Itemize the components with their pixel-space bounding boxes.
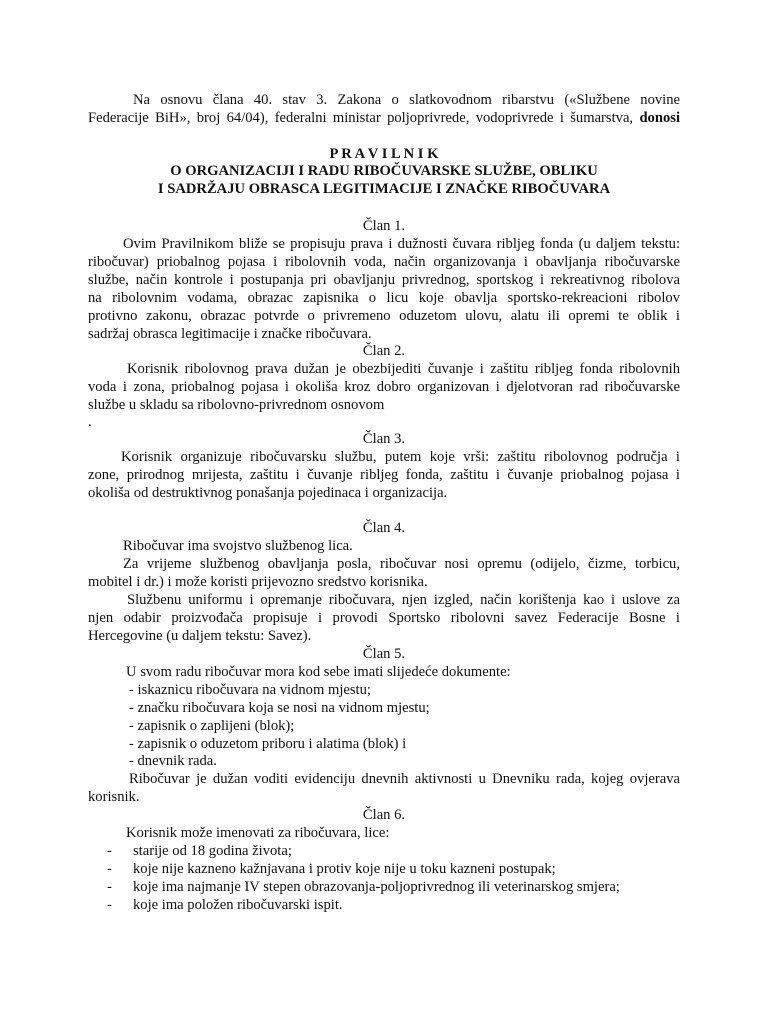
- clan-4-line: mobitel i dr.) i može koristi prijevozno sredstvo korisnika.: [88, 574, 428, 590]
- clan-2-line: službe u skladu sa ribolovno-privrednom osnovom: [88, 397, 385, 413]
- clan-6-item: koje ima položen ribočuvarski ispit.: [133, 897, 343, 913]
- clan-1-heading: Član 1.: [362, 218, 406, 234]
- clan-2-line: voda i zona, priobalnog pojasa i okoliša kroz dobro organizovan i djelotvoran rad ribočuvarske: [88, 379, 680, 395]
- clan-3-line: okoliša od destruktivnog ponašanja pojedinaca i organizacija.: [88, 485, 448, 501]
- clan-6-heading: Član 6.: [362, 807, 406, 823]
- clan-6-dash: -: [107, 897, 112, 913]
- clan-5-closing: Ribočuvar je dužan voditi evidenciju dnevnih aktivnosti u Dnevniku rada, kojeg ovjerava: [129, 771, 680, 787]
- intro-line-2: [88, 110, 680, 128]
- clan-4-heading: Član 4.: [362, 520, 406, 536]
- clan-1-line: protivno zakonu, obrazac potvrde o privremeno oduzetom ulovu, alatu ili opremi te oblik i: [88, 308, 680, 324]
- clan-6-item: koje nije kazneno kažnjavana i protiv koje nije u toku kazneni postupak;: [133, 861, 556, 877]
- clan-3-heading: Član 3.: [362, 431, 406, 447]
- clan-6-dash: -: [107, 861, 112, 877]
- clan-3-line: Korisnik organizuje ribočuvarsku službu, putem koje vrši: zaštitu ribolovnog područja i: [121, 449, 680, 465]
- stray-dot: .: [88, 414, 92, 430]
- clan-6-dash: -: [107, 843, 112, 859]
- clan-4-line: Hercegovine (u daljem tekstu: Savez).: [88, 628, 312, 644]
- clan-5-closing: korisnik.: [88, 789, 140, 805]
- title-line-3: I SADRŽAJU OBRASCA LEGITIMACIJE I ZNAČKE RIBOČUVARA: [157, 181, 611, 197]
- clan-5-heading: Član 5.: [362, 646, 406, 662]
- clan-6-item: starije od 18 godina života;: [133, 843, 292, 859]
- clan-5-item: - dnevnik rada.: [129, 753, 217, 769]
- intro-text: Federacije BiH», broj 64/04), federalni ministar poljoprivrede, vodoprivrede i šumarstva,: [88, 110, 634, 126]
- donosi-word: donosi: [639, 110, 680, 126]
- clan-1-line: Ovim Pravilnikom bliže se propisuju prava i dužnosti čuvara ribljeg fonda (u daljem tekstu:: [123, 236, 680, 252]
- clan-5-intro: U svom radu ribočuvar mora kod sebe imati slijedeće dokumente:: [126, 664, 511, 680]
- clan-6-intro: Korisnik može imenovati za ribočuvara, lice:: [126, 825, 390, 841]
- clan-4-line: Ribočuvar ima svojstvo službenog lica.: [123, 538, 353, 554]
- clan-5-item: - zapisnik o zaplijeni (blok);: [129, 718, 295, 734]
- clan-6-item: koje ima najmanje IV stepen obrazovanja-poljoprivrednog ili veterinarskog smjera;: [133, 879, 620, 895]
- clan-1-line: na ribolovnim vodama, obrazac zapisnika o licu koje obavlja sportsko-rekreacioni ribolov: [88, 290, 680, 306]
- title-pravilnik: P R A V I L N I K: [329, 146, 439, 162]
- clan-1-line: sadržaj obrasca legitimacije i značke ribočuvara.: [88, 326, 372, 342]
- clan-4-line: Službenu uniformu i opremanje ribočuvara, njen izgled, način korištenja kao i uslove za: [127, 592, 680, 608]
- clan-1-line: ribočuvar) priobalnog pojasa i ribolovnih voda, način organizovanja i obavljanja ribočuvarske: [88, 254, 680, 270]
- clan-2-heading: Član 2.: [362, 343, 406, 359]
- clan-6-dash: -: [107, 879, 112, 895]
- intro-line-1: Na osnovu člana 40. stav 3. Zakona o slatkovodnom ribarstvu («Službene novine: [133, 92, 680, 108]
- clan-5-item: - iskaznicu ribočuvara na vidnom mjestu;: [129, 682, 371, 698]
- clan-4-line: njen odabir proizvođača propisuje i provodi Sportsko ribolovni savez Federacije Bosne i: [88, 610, 680, 626]
- clan-4-line: Za vrijeme službenog obavljanja posla, ribočuvar nosi opremu (odijelo, čizme, torbicu,: [123, 556, 680, 572]
- clan-5-item: - značku ribočuvara koja se nosi na vidnom mjestu;: [129, 700, 430, 716]
- clan-1-line: službe, način kontrole i postupanja pri obavljanju privrednog, sportskog i rekreativnog ribolova: [88, 272, 680, 288]
- clan-2-line: Korisnik ribolovnog prava dužan je obezbijediti čuvanje i zaštitu ribljeg fonda ribolovnih: [127, 361, 680, 377]
- clan-5-item: - zapisnik o oduzetom priboru i alatima (blok) i: [129, 736, 407, 752]
- title-line-2: O ORGANIZACIJI I RADU RIBOČUVARSKE SLUŽBE, OBLIKU: [170, 163, 598, 179]
- clan-3-line: zone, prirodnog mrijesta, zaštitu i čuvanje ribljeg fonda, zaštitu i čuvanje priobalnog pojasa i: [88, 467, 680, 483]
